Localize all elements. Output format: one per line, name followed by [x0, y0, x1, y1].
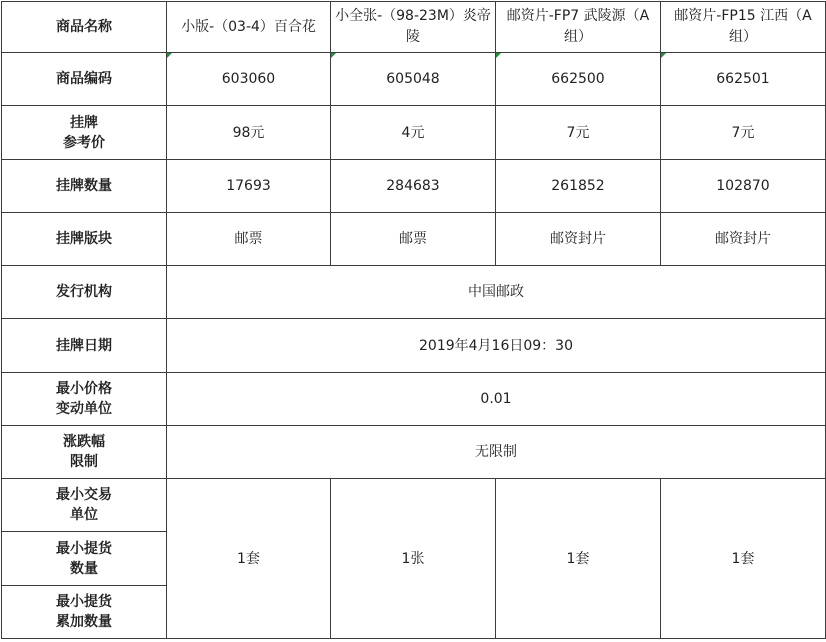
product-1-name: 小版-（03-4）百合花 — [167, 2, 331, 53]
row-listing-date — [2, 319, 826, 372]
row-min-trade-unit — [2, 479, 826, 532]
listing-date-value: 2019年4月16日09：30 — [167, 319, 826, 372]
header-min-delivery-qty: 最小提货 数量 — [2, 532, 167, 585]
product-1-code: 603060 — [167, 53, 331, 106]
header-listing-board: 挂牌版块 — [2, 212, 167, 265]
product-3-name: 邮资片-FP7 武陵源（A组） — [496, 2, 661, 53]
row-price-limit — [2, 425, 826, 478]
row-listing-quantity — [2, 159, 826, 212]
product-4-unit: 1套 — [661, 479, 826, 639]
product-3-ref-price: 7元 — [496, 106, 661, 159]
product-3-code: 662500 — [496, 53, 661, 106]
product-4-code: 662501 — [661, 53, 826, 106]
product-1-unit: 1套 — [167, 479, 331, 639]
product-1-quantity: 17693 — [167, 159, 331, 212]
product-3-unit: 1套 — [496, 479, 661, 639]
header-min-trade-unit: 最小交易 单位 — [2, 479, 167, 532]
header-issuer: 发行机构 — [2, 266, 167, 319]
product-2-name: 小全张-（98-23M）炎帝陵 — [331, 2, 496, 53]
header-product-code: 商品编码 — [2, 53, 167, 106]
product-4-quantity: 102870 — [661, 159, 826, 212]
header-min-delivery-increment: 最小提货 累加数量 — [2, 585, 167, 638]
row-issuer — [2, 266, 826, 319]
header-listing-quantity: 挂牌数量 — [2, 159, 167, 212]
product-1-ref-price: 98元 — [167, 106, 331, 159]
product-2-board: 邮票 — [331, 212, 496, 265]
product-2-unit: 1张 — [331, 479, 496, 639]
row-product-code — [2, 53, 826, 106]
issuer-value: 中国邮政 — [167, 266, 826, 319]
product-4-board: 邮资封片 — [661, 212, 826, 265]
header-price-limit: 涨跌幅 限制 — [2, 425, 167, 478]
header-listing-date: 挂牌日期 — [2, 319, 167, 372]
product-2-ref-price: 4元 — [331, 106, 496, 159]
price-limit-value: 无限制 — [167, 425, 826, 478]
product-3-quantity: 261852 — [496, 159, 661, 212]
product-2-code: 605048 — [331, 53, 496, 106]
row-min-price-tick — [2, 372, 826, 425]
row-product-name — [2, 2, 826, 53]
header-product-name: 商品名称 — [2, 2, 167, 53]
product-4-ref-price: 7元 — [661, 106, 826, 159]
product-1-board: 邮票 — [167, 212, 331, 265]
row-listing-board — [2, 212, 826, 265]
min-price-tick-value: 0.01 — [167, 372, 826, 425]
stamp-listing-table — [1, 1, 826, 639]
product-2-quantity: 284683 — [331, 159, 496, 212]
header-min-price-tick: 最小价格 变动单位 — [2, 372, 167, 425]
product-4-name: 邮资片-FP15 江西（A组） — [661, 2, 826, 53]
header-listing-ref-price: 挂牌 参考价 — [2, 106, 167, 159]
row-listing-ref-price — [2, 106, 826, 159]
product-3-board: 邮资封片 — [496, 212, 661, 265]
